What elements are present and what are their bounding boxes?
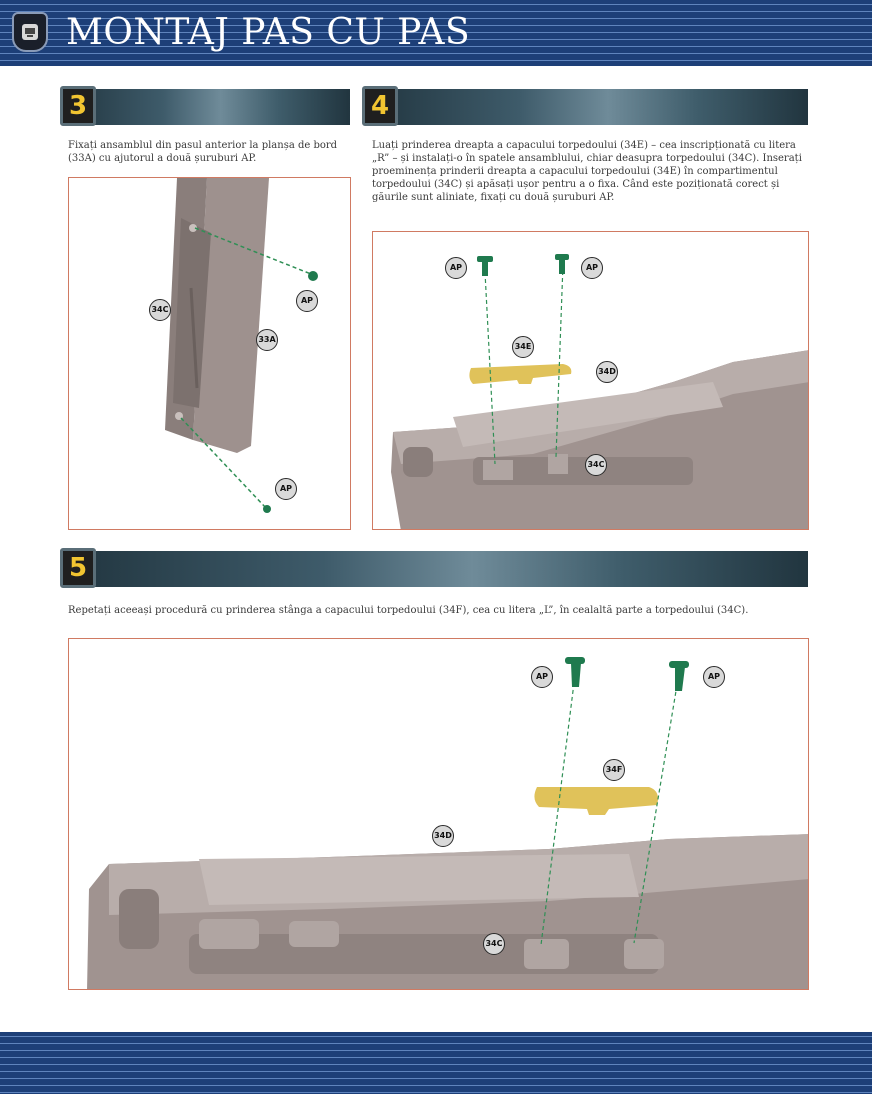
part-label-34e: 34E (512, 336, 534, 358)
step-4-illustration (372, 231, 809, 530)
part-label-ap-upper: AP (296, 290, 318, 312)
left-hinge-part (534, 787, 658, 815)
step-5-badge: 5 (60, 548, 96, 588)
step-3-bar (62, 89, 350, 125)
step-4-instruction: Luați prinderea dreapta a capacului torpedoului (34E) – cea inscripționată cu litera „R” – și instalați-o în spatele ansamblului, chiar deasupra torpedoului (34C). Inserați proeminența prinderii dreapta a capacului torpedoului (34E) în compartimentul torpedoului (34C) și apăsați ușor pentru a o fixa. Când este poziționată corect și găurile sunt aliniate, fixați cu două șuruburi AP. (372, 140, 802, 203)
screw-icon (555, 254, 569, 274)
screw-icon (263, 505, 271, 513)
screw-icon (477, 256, 493, 276)
footer-band (0, 1032, 872, 1094)
step-3-badge: 3 (60, 86, 96, 126)
step-5-instruction: Repetați aceeași procedură cu prinderea stânga a capacului torpedoului (34F), cea cu litera „L”, în cealaltă parte a torpedoului (34C). (68, 605, 749, 616)
part-label-34f: 34F (603, 759, 625, 781)
car-emblem-icon (19, 21, 41, 43)
part-label-34d: 34D (432, 825, 454, 847)
part-label-34d: 34D (596, 361, 618, 383)
part-label-34c: 34C (149, 299, 171, 321)
step-4-bar (364, 89, 808, 125)
step-5-bar (62, 551, 808, 587)
part-label-ap-lower: AP (275, 478, 297, 500)
right-hinge-part (469, 364, 571, 384)
glovebox-left-hinge-drawing (69, 639, 809, 990)
part-label-34c: 34C (585, 454, 607, 476)
screw-icon (565, 657, 585, 687)
step-3-illustration (68, 177, 351, 530)
header-band (0, 0, 872, 66)
step-4-badge: 4 (362, 86, 398, 126)
part-label-33a: 33A (256, 329, 278, 351)
brand-shield-logo (12, 12, 48, 52)
screw-icon (669, 661, 689, 691)
part-label-ap-right: AP (581, 257, 603, 279)
dashboard-assembly-drawing (69, 178, 351, 530)
part-label-ap-left: AP (445, 257, 467, 279)
step-5-illustration (68, 638, 809, 990)
part-label-34c: 34C (483, 933, 505, 955)
screw-icon (308, 271, 318, 281)
part-label-ap-right: AP (703, 666, 725, 688)
step-3-instruction: Fixați ansamblul din pasul anterior la planșa de bord (33A) cu ajutorul a două șuruburi AP. (68, 140, 338, 164)
page-title: MONTAJ PAS CU PAS (66, 12, 471, 53)
part-label-ap-left: AP (531, 666, 553, 688)
